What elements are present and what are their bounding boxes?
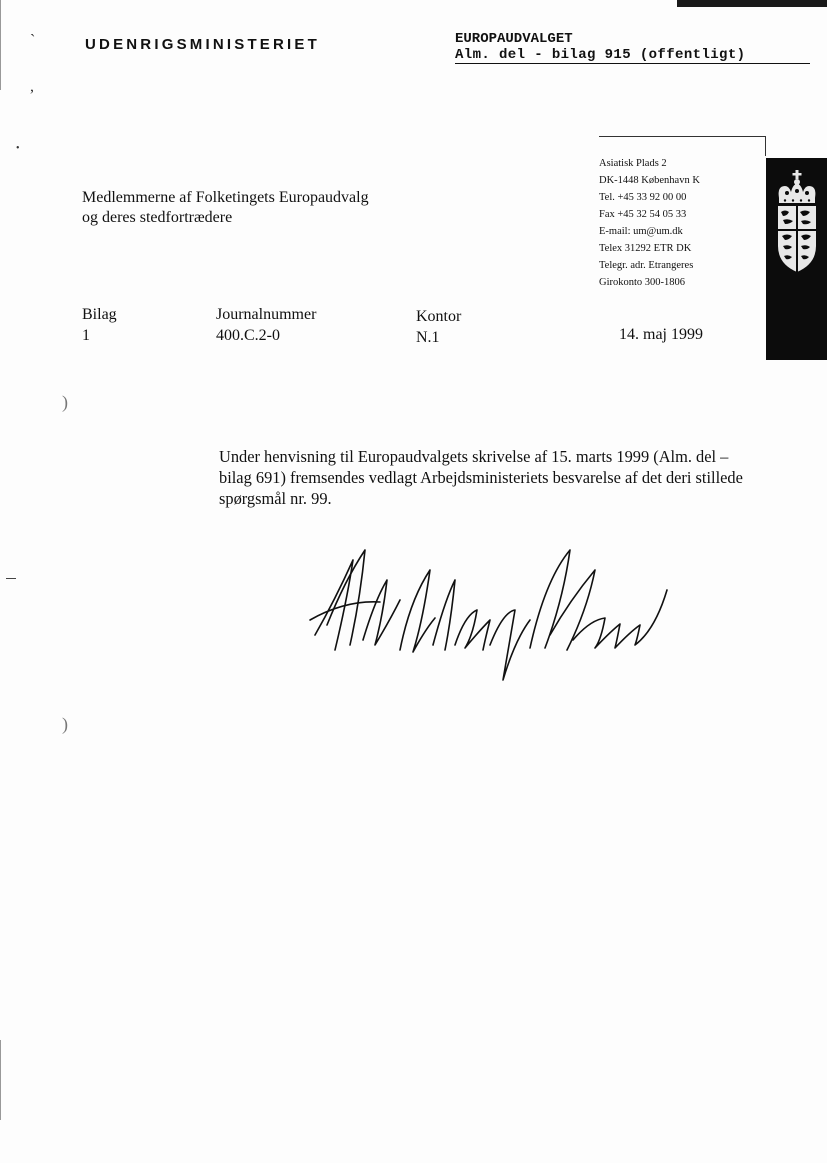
- journal-label: Journalnummer: [216, 306, 317, 323]
- address-city: DK-1448 København K: [599, 175, 700, 186]
- address-street: Asiatisk Plads 2: [599, 158, 667, 169]
- journal-field: [216, 304, 316, 346]
- ministry-name: UDENRIGSMINISTERIET: [85, 36, 320, 53]
- stamp-title: EUROPAUDVALGET: [455, 31, 573, 47]
- bilag-value: 1: [82, 327, 90, 344]
- fold-mark: [6, 578, 16, 579]
- bilag-field: [82, 304, 117, 346]
- margin-mark: ,: [30, 78, 34, 95]
- signature-icon: [305, 540, 675, 690]
- address-email: E-mail: um@um.dk: [599, 226, 683, 237]
- recipient-line-1: Medlemmerne af Folketingets Europaudvalg: [82, 189, 369, 206]
- address-telex: Telex 31292 ETR DK: [599, 243, 692, 254]
- margin-mark: ˋ: [30, 32, 36, 49]
- recipient-line-2: og deres stedfortrædere: [82, 209, 233, 226]
- address-giro: Girokonto 300-1806: [599, 277, 686, 288]
- recipient-block: [82, 188, 369, 228]
- kontor-field: [416, 306, 461, 348]
- kontor-label: Kontor: [416, 308, 462, 325]
- kontor-value: N.1: [416, 329, 440, 346]
- crest-icon: [773, 168, 821, 278]
- address-fax: Fax +45 32 54 05 33: [599, 209, 687, 220]
- margin-mark: •: [16, 143, 20, 154]
- scan-edge-bar: [677, 0, 827, 7]
- journal-value: 400.C.2-0: [216, 327, 280, 344]
- address-tel: Tel. +45 33 92 00 00: [599, 192, 687, 203]
- letter-date: 14. maj 1999: [619, 326, 703, 343]
- scan-edge-line: [0, 0, 1, 90]
- stamp-reference: Alm. del - bilag 915 (offentligt): [455, 47, 810, 64]
- punch-hole-mark: ): [62, 392, 68, 412]
- bilag-label: Bilag: [82, 306, 117, 323]
- scan-edge-line: [0, 1040, 1, 1120]
- address-block: [599, 155, 700, 291]
- address-rule-vertical: [765, 136, 766, 156]
- address-rule: [599, 136, 766, 137]
- letter-body: Under henvisning til Europaudvalgets skrivelse af 15. marts 1999 (Alm. del – bilag 691) fremsendes vedlagt Arbejdsministeriets besvarelse af det deri stillede spørgsmål nr. 99.: [219, 447, 743, 508]
- punch-hole-mark: ): [62, 714, 68, 734]
- address-telegram: Telegr. adr. Etrangeres: [599, 260, 694, 271]
